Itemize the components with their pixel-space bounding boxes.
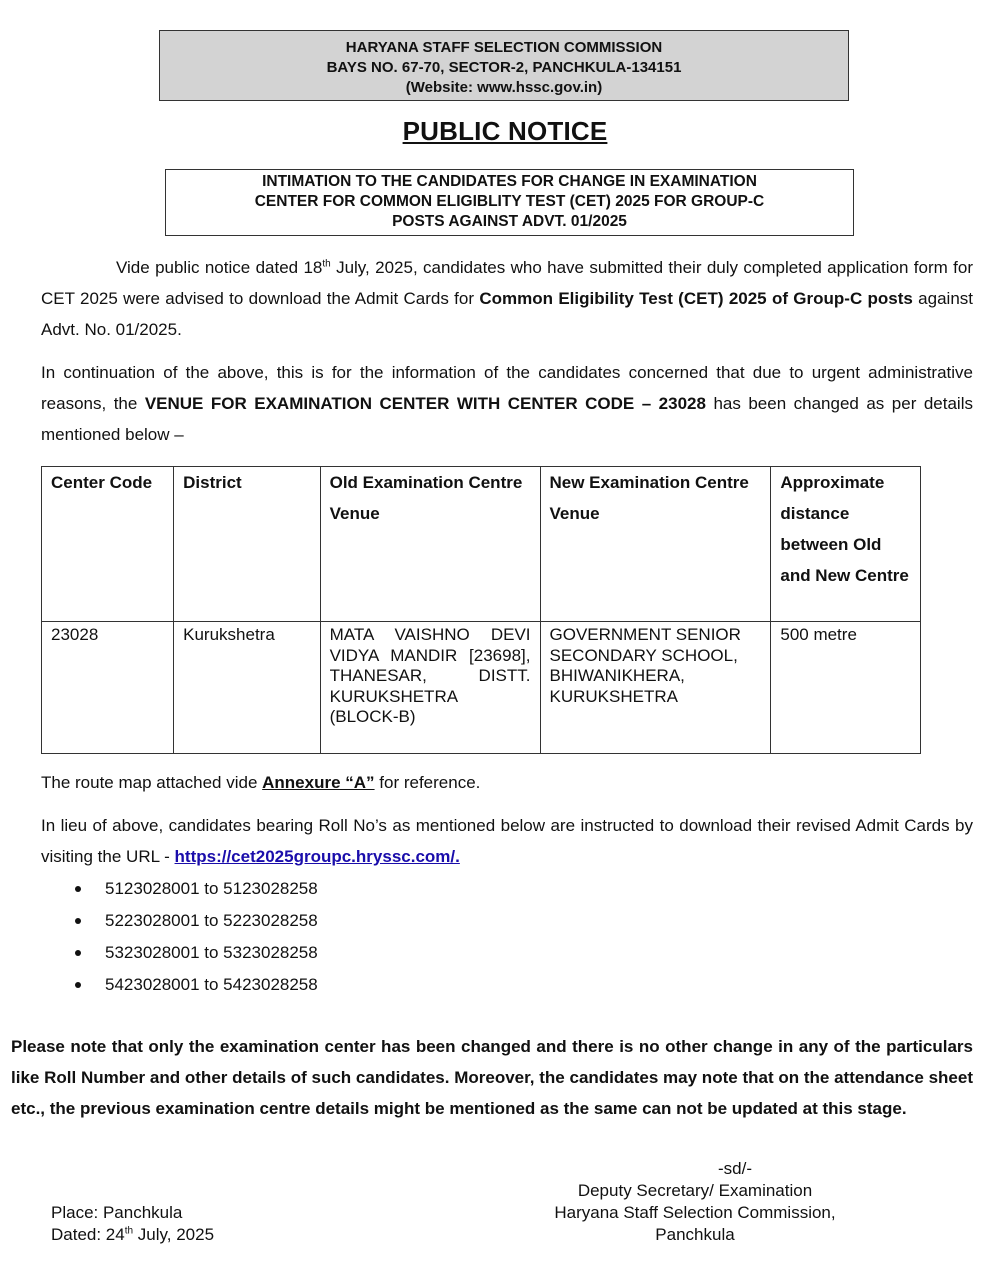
roll-range-1: 5123028001 to 5123028258	[105, 879, 318, 898]
header-line-1: HARYANA STAFF SELECTION COMMISSION	[345, 39, 663, 56]
signature-block	[540, 1158, 850, 1246]
signatory-city: Panchkula	[655, 1225, 735, 1244]
header-old-venue: Old Examination Centre Venue	[320, 467, 540, 622]
place-date-block	[51, 1202, 214, 1246]
para1-text-1: Vide public notice dated 18	[116, 258, 323, 277]
route-text-2: for reference.	[374, 773, 481, 792]
header-line-3: (Website: www.hssc.gov.in)	[405, 79, 603, 96]
para1-text-2: July, 2025, candidates who have submitted their duly completed application form for CET 2025 were advised to download the Admit Cards for	[41, 258, 974, 308]
cell-distance: 500 metre	[771, 622, 921, 754]
para1-text-3: against Advt. No. 01/2025.	[41, 289, 974, 339]
roll-range-2: 5223028001 to 5223028258	[105, 911, 318, 930]
cell-old-venue: MATA VAISHNO DEVI VIDYA MANDIR [23698], THANESAR, DISTT. KURUKSHETRA (BLOCK-B)	[320, 622, 540, 754]
header-box	[159, 30, 849, 101]
table-row	[42, 622, 921, 754]
cell-center-code: 23028	[42, 622, 174, 754]
para1-bold: Common Eligibility Test (CET) 2025 of Group-C posts	[479, 289, 913, 308]
revised-text: In lieu of above, candidates bearing Roll No’s as mentioned below are instructed to download their revised Admit Cards by visiting the URL -	[41, 816, 973, 866]
para2-text-1: In continuation of the above, this is for the information of the candidates concerned that due to urgent administrative reasons, the	[41, 363, 973, 413]
table-header-row	[42, 467, 921, 622]
roll-number-list	[75, 873, 318, 1001]
bullet-icon	[75, 886, 81, 892]
route-map-line	[41, 767, 973, 798]
header-distance: Approximate distance between Old and New Centre	[771, 467, 921, 622]
signatory-organization: Haryana Staff Selection Commission,	[554, 1203, 836, 1222]
paragraph-2	[41, 357, 973, 450]
revised-admit-card-paragraph	[41, 810, 973, 872]
para2-text-2: has been changed as per details mentioned below –	[41, 394, 973, 444]
list-item	[75, 905, 318, 937]
intimation-line-1: INTIMATION TO THE CANDIDATES FOR CHANGE IN EXAMINATION	[262, 173, 757, 190]
sd-mark: -sd/-	[718, 1159, 752, 1178]
dated-sup: th	[124, 1225, 134, 1237]
header-new-venue: New Examination Centre Venue	[540, 467, 771, 622]
para2-bold: VENUE FOR EXAMINATION CENTER WITH CENTER CODE – 23028	[144, 394, 706, 413]
place: Place: Panchkula	[51, 1203, 183, 1222]
para1-sup: th	[322, 258, 331, 270]
list-item	[75, 937, 318, 969]
signatory-designation: Deputy Secretary/ Examination	[577, 1181, 813, 1200]
intimation-line-3: POSTS AGAINST ADVT. 01/2025	[392, 213, 627, 230]
cell-new-venue: GOVERNMENT SENIOR SECONDARY SCHOOL, BHIWANIKHERA, KURUKSHETRA	[540, 622, 771, 754]
intimation-box	[165, 169, 854, 236]
bullet-icon	[75, 950, 81, 956]
header-line-2: BAYS NO. 67-70, SECTOR-2, PANCHKULA-134151	[326, 59, 682, 76]
roll-range-3: 5323028001 to 5323028258	[105, 943, 318, 962]
important-note: Please note that only the examination center has been changed and there is no other change in any of the particulars like Roll Number and other details of such candidates. Moreover, the candidates may note that on the attendance sheet etc., the previous examination centre details might be mentioned as the same can not be updated at this stage.	[11, 1037, 973, 1118]
dated-prefix: Dated: 24	[51, 1225, 125, 1244]
roll-range-4: 5423028001 to 5423028258	[105, 975, 318, 994]
list-item	[75, 969, 318, 1001]
venue-change-table	[41, 466, 921, 754]
bullet-icon	[75, 982, 81, 988]
header-center-code: Center Code	[42, 467, 174, 622]
annexure-a-link[interactable]: Annexure “A”	[262, 773, 375, 792]
header-district: District	[174, 467, 320, 622]
bullet-icon	[75, 918, 81, 924]
dated-suffix: July, 2025	[133, 1225, 215, 1244]
cell-district: Kurukshetra	[174, 622, 320, 754]
list-item	[75, 873, 318, 905]
dated	[51, 1224, 214, 1246]
route-text-1: The route map attached vide	[41, 773, 263, 792]
page-title: PUBLIC NOTICE	[402, 116, 608, 146]
intimation-line-2: CENTER FOR COMMON ELIGIBLITY TEST (CET) 2025 FOR GROUP-C	[254, 193, 765, 210]
paragraph-1	[41, 252, 973, 345]
admit-card-url-link[interactable]: https://cet2025groupc.hryssc.com/.	[174, 847, 460, 866]
